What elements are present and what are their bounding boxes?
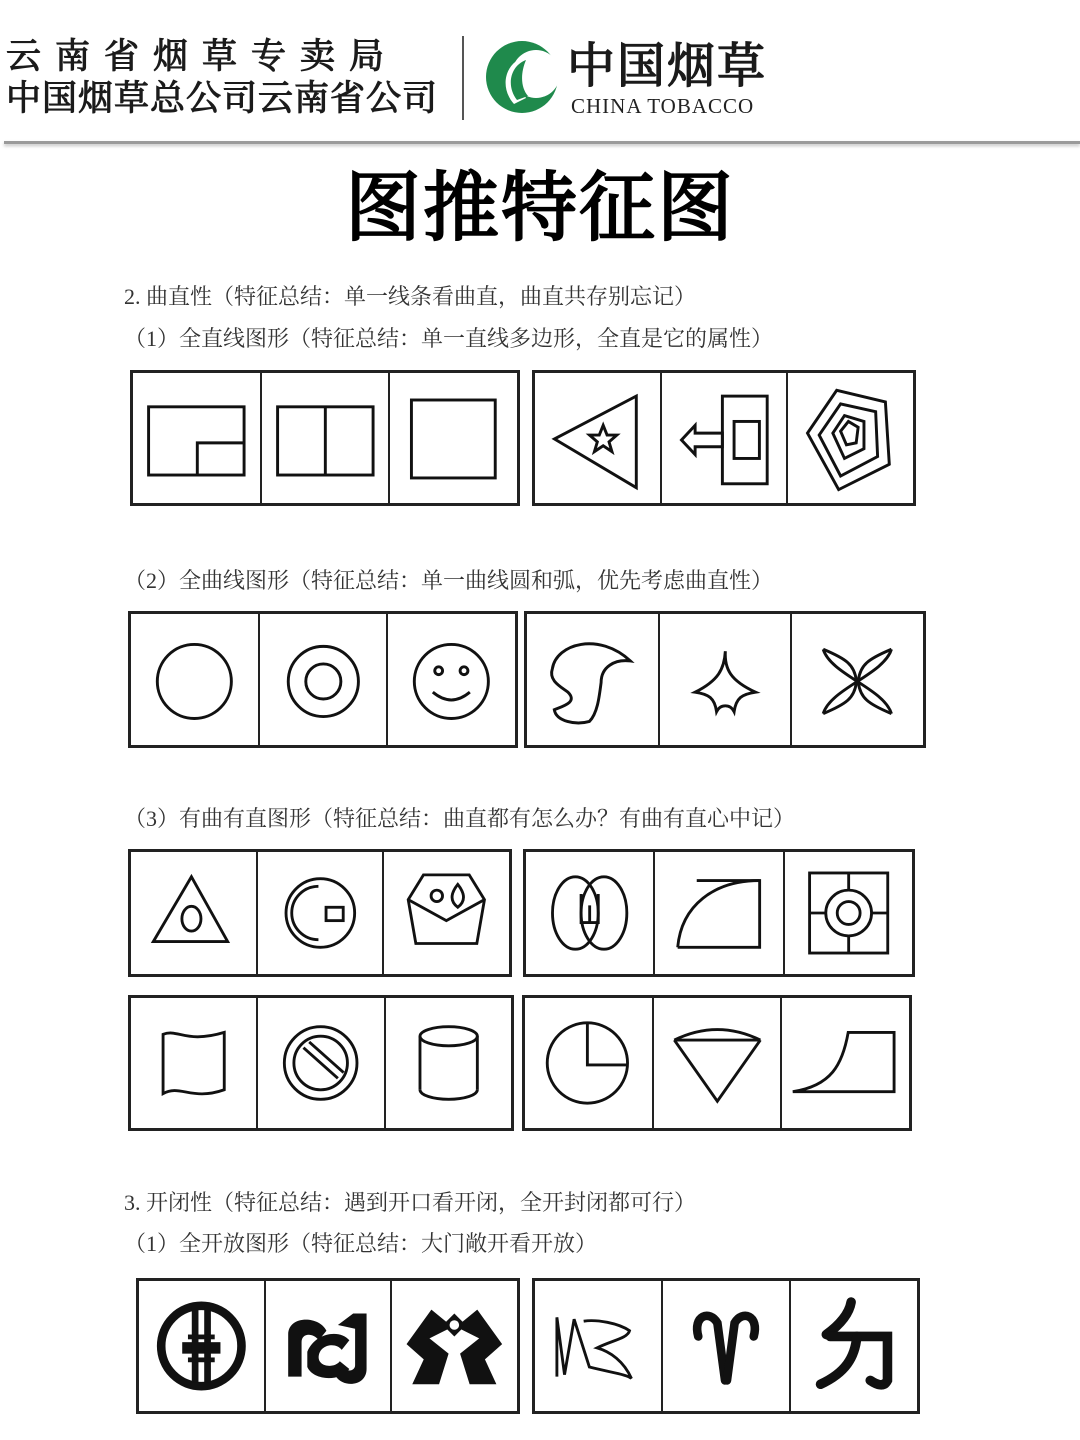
- figure-concentric-circles: [258, 614, 387, 745]
- organization-name: [6, 36, 438, 120]
- header-divider: [462, 36, 464, 120]
- straight-figures-panel-a: [130, 370, 520, 506]
- letterhead: [0, 0, 1080, 142]
- brand-name-english: CHINA TOBACCO: [571, 94, 755, 118]
- open-figures-panel-a: [136, 1278, 520, 1414]
- figure-no-sign: [256, 998, 383, 1128]
- figure-oval-pair: [526, 852, 653, 974]
- mixed-figures-panel-c: [128, 995, 514, 1131]
- section-3-heading: 3. 开闭性（特征总结：遇到开口看开闭，全开封闭都可行）: [124, 1190, 697, 1215]
- figure-rect-corner-square: [133, 373, 260, 503]
- figure-bank-logo: [139, 1281, 264, 1411]
- curved-figures-panel-a: [128, 611, 518, 748]
- straight-figures-panel-b: [532, 370, 916, 506]
- brand-name-chinese: 中国烟草: [567, 38, 768, 94]
- figure-crescent-square: [256, 852, 383, 974]
- figure-cone-fan: [652, 998, 781, 1128]
- figure-arrow-rectangles: [660, 373, 787, 503]
- china-tobacco-logo-icon: [484, 34, 560, 120]
- section-2-heading: 2. 曲直性（特征总结：单一线条看曲直，曲直共存别忘记）: [124, 284, 697, 309]
- page-title: 图推特征图: [345, 163, 735, 252]
- mixed-figures-panel-a: [128, 849, 512, 977]
- section-2-1-caption: （1）全直线图形（特征总结：单一直线多边形，全直是它的属性）: [124, 326, 774, 351]
- figure-glyph-li: [789, 1281, 917, 1411]
- figure-link-logo: [264, 1281, 391, 1411]
- figure-ram-horns: [661, 1281, 789, 1411]
- open-figures-panel-b: [532, 1278, 920, 1414]
- figure-hexagon-drops: [382, 852, 509, 974]
- figure-triangle-star: [535, 373, 660, 503]
- figure-target-window: [783, 852, 912, 974]
- section-2-2-caption: （2）全曲线图形（特征总结：单一曲线圆和弧，优先考虑曲直性）: [124, 568, 774, 593]
- figure-smiley-face: [386, 614, 515, 745]
- mixed-figures-panel-d: [522, 995, 912, 1131]
- org-line-1: 云南省烟草专卖局: [6, 37, 399, 77]
- figure-curved-blob: [527, 614, 658, 745]
- header-rule: [4, 141, 1080, 144]
- org-line-2: 中国烟草总公司云南省公司: [6, 79, 439, 119]
- mixed-figures-panel-b: [523, 849, 915, 977]
- figure-triangle-oval: [131, 852, 256, 974]
- figure-circle: [131, 614, 258, 745]
- figure-circle-quadrant: [525, 998, 652, 1128]
- section-2-3-caption: （3）有曲有直图形（特征总结：曲直都有怎么办？有曲有直心中记）: [124, 806, 796, 831]
- figure-rect-split-vertical: [260, 373, 389, 503]
- figure-cylinder: [384, 998, 511, 1128]
- figure-hands-logo: [390, 1281, 517, 1411]
- figure-zigzag-scribble: [535, 1281, 661, 1411]
- curved-figures-panel-b: [524, 611, 926, 748]
- figure-nested-pentagons: [786, 373, 913, 503]
- figure-curved-star: [658, 614, 791, 745]
- figure-wavy-flag: [131, 998, 256, 1128]
- figure-plain-square: [388, 373, 517, 503]
- figure-leaf-square: [653, 852, 782, 974]
- figure-curved-ramp: [780, 998, 909, 1128]
- section-3-1-caption: （1）全开放图形（特征总结：大门敞开看开放）: [124, 1231, 598, 1256]
- figure-crossed-leaves: [790, 614, 923, 745]
